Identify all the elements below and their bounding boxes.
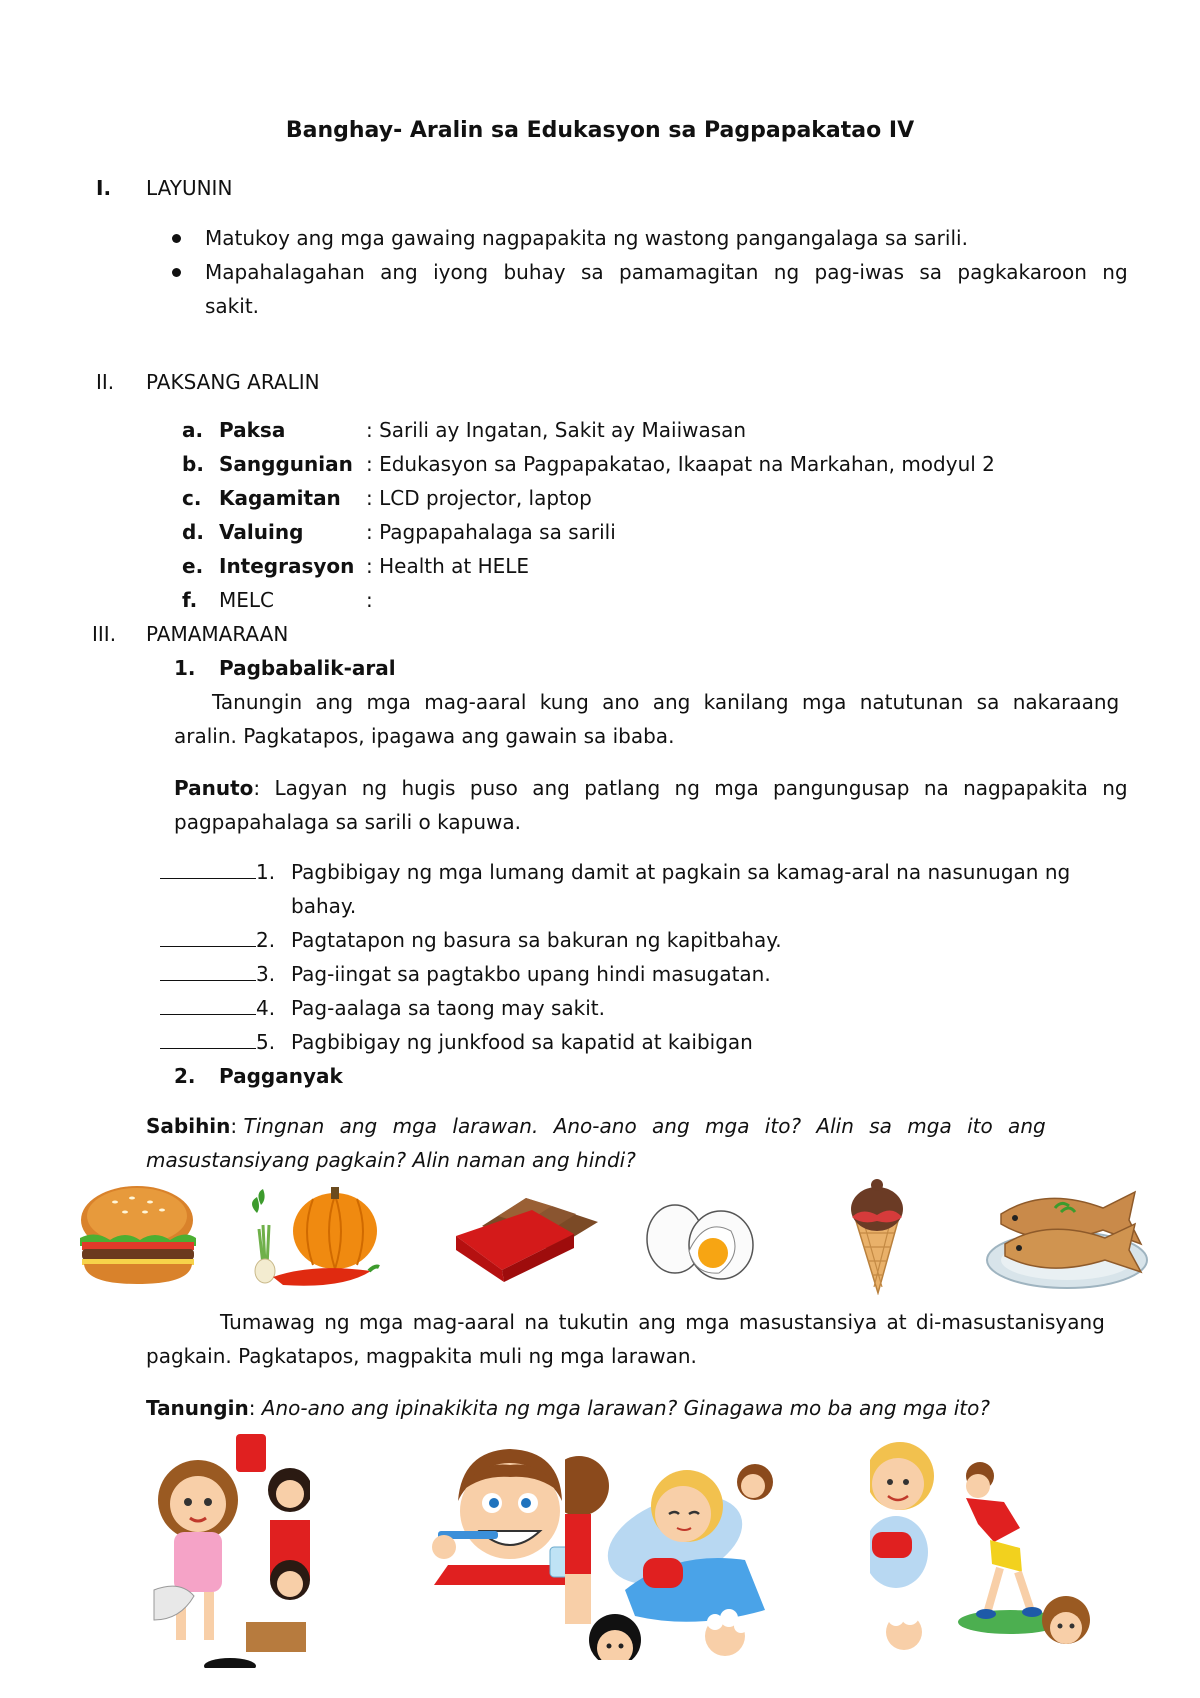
children-exercising-image xyxy=(870,1432,1090,1662)
panuto-text: : Lagyan ng hugis puso ang patlang ng mga pangungusap na nagpapakita ng xyxy=(253,776,1128,800)
item-label: Valuing xyxy=(219,520,304,544)
tanungin-line: Tanungin: Ano-ano ang ipinakikita ng mga larawan? Ginagawa mo ba ang mga ito? xyxy=(146,1396,990,1420)
step-1-heading: Pagbabalik-aral xyxy=(219,656,396,680)
exercise-number: 4. xyxy=(256,996,276,1020)
sabihin-line-1: Sabihin: Tingnan ang mga larawan. Ano-ano ang mga ito? Alin sa mga ito ang xyxy=(146,1114,1046,1138)
child-sleeping-image xyxy=(565,1440,775,1660)
item-label: Paksa xyxy=(219,418,286,442)
exercise-item xyxy=(160,958,275,990)
section-3-number: III. xyxy=(92,622,117,646)
objective-2: Mapahalagahan ang iyong buhay sa pamamagitan ng pag-iwas sa pagkakaroon ng xyxy=(205,260,1128,284)
section-1-number: I. xyxy=(96,176,112,200)
exercise-number: 1. xyxy=(256,860,276,884)
objective-1: Matukoy ang mga gawaing nagpapakita ng wastong pangangalaga sa sarili. xyxy=(205,226,968,250)
tanungin-label: Tanungin xyxy=(146,1396,249,1420)
step-2-number: 2. xyxy=(174,1064,196,1088)
ice-cream-cone-image xyxy=(842,1175,912,1295)
section-2-number: II. xyxy=(96,370,115,394)
item-label: Sanggunian xyxy=(219,452,353,476)
exercise-text: Pag-iingat sa pagtakbo upang hindi masugatan. xyxy=(291,962,771,986)
review-paragraph-line-1: Tanungin ang mga mag-aaral kung ano ang kanilang mga natutunan sa nakaraang xyxy=(212,690,1120,714)
answer-blank[interactable] xyxy=(160,926,256,947)
pagganyak-paragraph-line-2: pagkain. Pagkatapos, magpakita muli ng mga larawan. xyxy=(146,1344,697,1368)
panuto-label: Panuto xyxy=(174,776,254,800)
exercise-number: 3. xyxy=(256,962,276,986)
hamburger-image xyxy=(70,1180,205,1290)
item-label: MELC xyxy=(219,588,274,612)
item-value: : Sarili ay Ingatan, Sakit ay Maiiwasan xyxy=(366,418,747,442)
step-1-number: 1. xyxy=(174,656,196,680)
chocolate-bar-image xyxy=(452,1190,600,1285)
exercise-item xyxy=(160,1026,275,1058)
review-paragraph-line-2: aralin. Pagkatapos, ipagawa ang gawain sa ibaba. xyxy=(174,724,675,748)
exercise-text-cont: bahay. xyxy=(291,894,357,918)
boiled-eggs-image xyxy=(643,1195,758,1285)
section-1-heading: LAYUNIN xyxy=(146,176,233,200)
item-value: : Edukasyon sa Pagpapakatao, Ikaapat na Markahan, modyul 2 xyxy=(366,452,995,476)
section-2-heading: PAKSANG ARALIN xyxy=(146,370,320,394)
exercise-number: 2. xyxy=(256,928,276,952)
pagganyak-paragraph-line-1: Tumawag ng mga mag-aaral na tukutin ang mga masustansiya at di-masustanisyang xyxy=(220,1310,1105,1334)
panuto-line-1 xyxy=(174,772,1128,804)
item-letter: c. xyxy=(182,486,202,510)
item-letter: d. xyxy=(182,520,204,544)
item-label: Kagamitan xyxy=(219,486,341,510)
item-value: : xyxy=(366,588,373,612)
item-value: : Health at HELE xyxy=(366,554,530,578)
exercise-text: Pagtatapon ng basura sa bakuran ng kapitbahay. xyxy=(291,928,782,952)
girl-drinking-water-image xyxy=(150,1430,310,1668)
bullet-icon xyxy=(172,268,181,277)
exercise-item xyxy=(160,856,275,888)
exercise-item xyxy=(160,992,275,1024)
exercise-text: Pagbibigay ng mga lumang damit at pagkain sa kamag-aral na nasunugan ng xyxy=(291,860,1071,884)
item-label: Integrasyon xyxy=(219,554,355,578)
sabihin-label: Sabihin xyxy=(146,1114,231,1138)
bullet-icon xyxy=(172,234,181,243)
section-3-heading: PAMAMARAAN xyxy=(146,622,289,646)
page-title: Banghay- Aralin sa Edukasyon sa Pagpapakatao IV xyxy=(285,118,915,143)
vegetables-image xyxy=(243,1185,383,1295)
item-letter: e. xyxy=(182,554,204,578)
answer-blank[interactable] xyxy=(160,858,256,879)
item-letter: f. xyxy=(182,588,198,612)
answer-blank[interactable] xyxy=(160,960,256,981)
item-letter: b. xyxy=(182,452,204,476)
exercise-number: 5. xyxy=(256,1030,276,1054)
objective-2-cont: sakit. xyxy=(205,294,260,318)
sabihin-line-2: masustansiyang pagkain? Alin naman ang hindi? xyxy=(146,1148,636,1172)
fried-fish-image xyxy=(985,1178,1155,1293)
answer-blank[interactable] xyxy=(160,1028,256,1049)
exercise-item xyxy=(160,924,275,956)
step-2-heading: Pagganyak xyxy=(219,1064,343,1088)
item-letter: a. xyxy=(182,418,204,442)
panuto-line-2: pagpapahalaga sa sarili o kapuwa. xyxy=(174,810,521,834)
item-value: : Pagpapahalaga sa sarili xyxy=(366,520,616,544)
tanungin-text: Ano-ano ang ipinakikita ng mga larawan? Ginagawa mo ba ang mga ito? xyxy=(261,1396,990,1420)
sabihin-text: Tingnan ang mga larawan. Ano-ano ang mga ito? Alin sa mga ito ang xyxy=(243,1114,1046,1138)
exercise-text: Pagbibigay ng junkfood sa kapatid at kaibigan xyxy=(291,1030,753,1054)
answer-blank[interactable] xyxy=(160,994,256,1015)
item-value: : LCD projector, laptop xyxy=(366,486,592,510)
exercise-text: Pag-aalaga sa taong may sakit. xyxy=(291,996,606,1020)
